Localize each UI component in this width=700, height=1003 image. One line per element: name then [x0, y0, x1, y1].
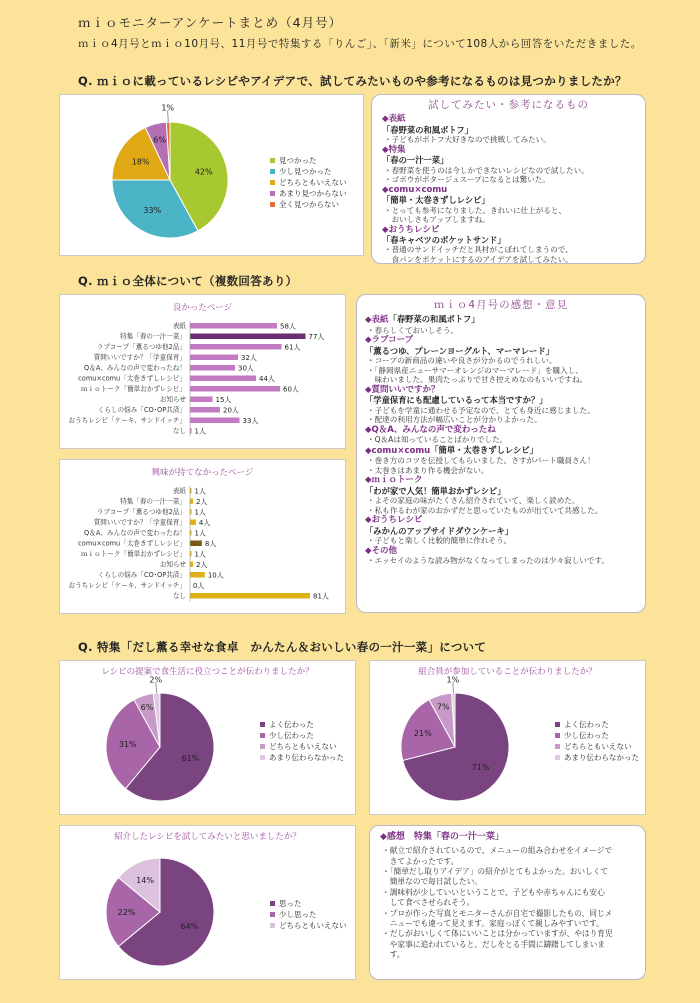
bar-category-label: 表紙: [172, 487, 186, 495]
bad-pages-chart: [60, 482, 347, 612]
bar-value-label: 1人: [194, 529, 206, 538]
q3-pie3-legend: [270, 898, 347, 931]
page-subtitle: ｍｉｏ4月号とｍｉｏ10月号、11月号で特集する「りんご」、「新米」について108人から回答をいただきました。: [78, 38, 642, 50]
panel-comment: す。: [382, 950, 405, 960]
panel-category: ◆質問いいですか？: [365, 384, 440, 395]
bar-value-label: 32人: [241, 354, 257, 362]
legend-entry: [260, 741, 344, 752]
legend-label: 少し伝わった: [564, 730, 609, 740]
bar-category-label: comu×comu「太巻きずしレシピ」: [78, 374, 186, 383]
q3-pie1-chart: [100, 675, 230, 808]
bar-category-label: Q＆A、みんなの声で変わったね！: [84, 529, 186, 537]
legend-swatch: [555, 733, 560, 738]
legend-swatch: [270, 191, 275, 196]
panel-comment: ・プロが作った写真とモニターさんが自宅で撮影したもの、同じメ: [382, 908, 613, 918]
panel-comment: 味わいました。果肉たっぷりで甘さ控えめなのもいいですね。: [367, 375, 588, 385]
bar-value-label: 1人: [194, 508, 206, 517]
pie-data-label: 22%: [117, 908, 136, 917]
panel-comment: 簡単なので毎日試したい。: [382, 877, 482, 887]
bar-category-label: 質問いいですか？「学童保育」: [93, 353, 186, 362]
bar-value-label: 15人: [215, 396, 232, 404]
legend-label: あまり見つからない: [279, 188, 347, 198]
legend-entry: [555, 719, 639, 730]
q2-question: Q. ｍｉｏ全体について（複数回答あり）: [78, 274, 298, 288]
legend-swatch: [270, 923, 275, 928]
legend-swatch: [270, 169, 275, 174]
q2-panel: [356, 294, 646, 613]
legend-label: どちらともいえない: [269, 741, 337, 751]
panel-comment: ・子どもがポトフ大好きなので挑戦してみたい。: [384, 135, 551, 145]
panel-item-title: 「薫るつゆ、プレーンヨーグルト、マーマレード」: [365, 345, 554, 356]
panel-section-header: [382, 114, 635, 125]
panel-comment: ニューでも違って見えます。家庭っぽくて親しみやすいです。: [382, 918, 604, 928]
panel-item-title: 「春野菜の和風ポトフ」: [388, 314, 480, 325]
legend-entry: [270, 177, 347, 188]
q1-question: Q. ｍｉｏに載っているレシピやアイデアで、試してみたいものや参考になるものは見つかりましたか？: [78, 74, 627, 88]
panel-section-header: [365, 314, 637, 326]
panel-category: ◆おうちレシピ: [382, 224, 440, 235]
bar-value-label: 0人: [193, 582, 205, 590]
panel-category: ◆表紙: [382, 114, 406, 125]
bar-category-label: ｍｉｏトーク「簡単おかずレシピ」: [80, 550, 186, 558]
bar-value-label: 33人: [242, 417, 259, 425]
bar-value-label: 4人: [198, 519, 211, 527]
bar: [190, 418, 240, 424]
bad-pages-box: [59, 459, 346, 614]
legend-label: 少し思った: [279, 909, 317, 919]
legend-entry: [270, 155, 347, 166]
bar-value-label: 58人: [280, 322, 296, 331]
bar-category-label: ラブコープ「薫るつゆ他2品」: [96, 343, 186, 351]
bar: [190, 572, 205, 578]
bar: [190, 593, 310, 599]
q3-pie3-box: [59, 825, 356, 980]
legend-swatch: [555, 722, 560, 727]
bar-category-label: お知らせ: [159, 395, 186, 404]
panel-comment: ・ゴボウがポタージュスープになるとは驚いた。: [384, 175, 550, 185]
panel-comment: ・子どもを学童に通わせる予定なので、とても身近に感じました。: [367, 405, 595, 415]
bar-value-label: 2人: [195, 561, 208, 569]
q1-panel-title: 試してみたい・参考になるもの: [428, 99, 589, 111]
legend-entry: [260, 752, 344, 763]
q3-panel-body: [380, 846, 635, 960]
bar-category-label: Q＆A、みんなの声で変わったね！: [84, 364, 186, 372]
bar-value-label: 10人: [207, 571, 224, 580]
legend-entry: [270, 898, 347, 909]
q3-question: Q. 特集「だし薫る幸せな食卓 かんたん＆おいしい春の一汁一菜」について: [78, 640, 487, 654]
panel-comment: ・春らしくておいしそう。: [367, 325, 459, 335]
bar-category-label: くらしの悩み「CO･OP共済」: [97, 406, 186, 414]
bar-category-label: おうちレシピ「ケーキ、サンドイッチ」: [68, 416, 186, 425]
q3-pie1-title: レシピの提案で食生活に役立つことが伝わりましたか？: [101, 667, 314, 677]
bar-category-label: ｍｉｏトーク「簡単おかずレシピ」: [80, 385, 186, 393]
pie-data-label: 1%: [446, 675, 460, 685]
panel-comment: ・とっても参考になりました。きれいに仕上がると、: [384, 205, 567, 215]
panel-section-header: [365, 385, 637, 396]
pie-data-label: 6%: [153, 135, 166, 145]
legend-swatch: [270, 202, 275, 207]
pie-data-label: 64%: [180, 921, 199, 931]
bar: [190, 520, 196, 526]
q3-pie3-title: 紹介したレシピを試してみたいと思いましたか？: [114, 832, 301, 842]
q2-panel-title: ｍｉｏ4月号の感想・意見: [433, 299, 569, 311]
good-pages-title: 良かったページ: [172, 303, 233, 313]
legend-entry: [260, 719, 344, 730]
panel-section-header: [365, 445, 637, 457]
panel-category: ◆おうちレシピ: [365, 515, 423, 526]
legend-label: よく伝わった: [269, 719, 314, 729]
legend-swatch: [260, 722, 265, 727]
bar: [190, 355, 238, 361]
legend-swatch: [555, 744, 560, 749]
panel-item-title: 「学童保育にも配慮しているって本当ですか？」: [365, 395, 548, 406]
bar: [190, 323, 277, 329]
good-pages-box: [59, 294, 346, 449]
bar-value-label: 30人: [238, 364, 254, 373]
panel-item-title: 「春野菜の和風ポトフ」: [382, 124, 474, 135]
bar: [190, 365, 235, 371]
legend-entry: [270, 909, 347, 920]
panel-section-header: [365, 515, 637, 526]
legend-entry: [555, 752, 639, 763]
legend-entry: [555, 730, 639, 741]
legend-label: よく伝わった: [564, 719, 609, 729]
bar-category-label: 質問いいですか？「学童保育」: [93, 518, 186, 527]
pie-data-label: 7%: [436, 702, 450, 712]
bar-category-label: おうちレシピ「ケーキ、サンドイッチ」: [68, 581, 186, 590]
panel-comment: ・エッセイのような読み物がなくなってしまったのは少々寂しいです。: [367, 556, 610, 566]
panel-comment: 食パンをポケットにするのアイデアを試してみたい。: [384, 254, 573, 264]
panel-item-title: 「春の一汁一菜」: [382, 155, 449, 166]
panel-comment: ・「簡単だし取りアイデア」の紹介がとてもよかった。おいしくて: [382, 867, 609, 877]
legend-label: 少し見つかった: [279, 166, 332, 176]
panel-comment: や家事に追われていると、だしをとる手間に躊躇してしまいま: [382, 939, 605, 949]
panel-section-header: [365, 475, 637, 486]
panel-comment: ・Q＆Aは知っていることばかりでした。: [367, 435, 508, 445]
panel-item-title: 「簡単・太巻きずしレシピ」: [382, 195, 490, 206]
q3-pie3-chart: [100, 848, 230, 973]
bar-category-label: 特集「春の一汁一菜」: [120, 332, 186, 341]
q1-legend: [270, 155, 347, 210]
bar: [190, 541, 202, 547]
legend-label: 思った: [279, 898, 302, 908]
legend-label: 見つかった: [279, 155, 317, 165]
panel-comment: ・よその家庭の味がたくさん紹介されていて、楽しく読めた。: [367, 496, 580, 506]
pie-data-label: 31%: [118, 739, 137, 749]
legend-swatch: [260, 744, 265, 749]
panel-category: ◆comu×comu: [382, 184, 448, 195]
panel-item-title: 「簡単・太巻きずしレシピ」: [430, 444, 538, 455]
bad-pages-title: 興味が持てなかったページ: [151, 468, 254, 478]
panel-item-title: 「春キャベツのポケットサンド」: [382, 235, 506, 246]
legend-label: 少し伝わった: [269, 730, 314, 740]
bar-category-label: ラブコープ「薫るつゆ他2品」: [96, 508, 186, 516]
panel-category: ◆ラブコープ: [365, 335, 414, 346]
panel-section-header: [382, 145, 635, 156]
panel-category: ◆その他: [365, 545, 398, 556]
panel-category: ◆表紙: [365, 315, 389, 326]
bar-value-label: 81人: [313, 592, 329, 601]
panel-section-header: [382, 185, 635, 196]
legend-entry: [270, 166, 347, 177]
panel-category: ◆comu×comu: [365, 445, 431, 456]
legend-label: どちらともいえない: [279, 177, 347, 187]
panel-comment: ・子どもと楽しく比較的簡単に作れそう。: [367, 536, 512, 546]
legend-label: あまり伝わらなかった: [564, 752, 639, 762]
q3-panel: [369, 825, 646, 980]
panel-comment: ・巻き方のコツを伝授してもらいました。さすがパート職員さん！: [367, 456, 595, 466]
panel-comment: ・春野菜を使うのは今しかできないレシピなので試したい。: [384, 165, 589, 175]
bar-category-label: なし: [172, 427, 186, 435]
legend-swatch: [270, 180, 275, 185]
bar-value-label: 1人: [194, 427, 206, 436]
legend-entry: [270, 188, 347, 199]
panel-section-header: [365, 425, 637, 436]
bar-category-label: お知らせ: [159, 560, 186, 569]
bar: [190, 376, 256, 382]
bar-category-label: 特集「春の一汁一菜」: [120, 497, 186, 506]
panel-comment: ・コープの新商品の違いや良さが分かるのでうれしい。: [367, 356, 557, 366]
pie-data-label: 18%: [131, 157, 150, 167]
legend-swatch: [260, 755, 265, 760]
q3-pie1-legend: [260, 719, 344, 763]
legend-entry: [260, 730, 344, 741]
pie-data-label: 71%: [471, 762, 490, 772]
panel-comment: ・太巻きはあまり作る機会がない。: [367, 465, 489, 475]
bar-value-label: 44人: [259, 375, 275, 383]
panel-comment: ・「静岡県産ニューサマーオレンジのマーマレード」を購入し、: [367, 365, 583, 375]
legend-entry: [270, 199, 347, 210]
bar-value-label: 1人: [194, 550, 206, 559]
bar: [190, 386, 280, 392]
panel-comment: ・普通のサンドイッチだと具材がこぼれてしまうので、: [384, 245, 573, 255]
q3-pie2-box: [369, 660, 646, 815]
q2-panel-body: [365, 314, 637, 566]
bar-value-label: 2人: [195, 498, 208, 506]
bar-category-label: なし: [172, 592, 186, 600]
legend-swatch: [270, 901, 275, 906]
panel-comment: ・調味料が少していいということで、子どもや赤ちゃんにも安心: [382, 887, 605, 897]
q3-pie2-legend: [555, 719, 639, 763]
legend-swatch: [260, 733, 265, 738]
panel-section-header: [365, 546, 637, 557]
pie-data-label: 14%: [136, 876, 154, 886]
bar: [190, 499, 193, 505]
legend-entry: [555, 741, 639, 752]
q3-pie1-box: [59, 660, 356, 815]
good-pages-chart: [60, 317, 347, 447]
panel-category: ◆ｍｉｏトーク: [365, 475, 423, 486]
legend-swatch: [555, 755, 560, 760]
bar-value-label: 77人: [308, 333, 325, 341]
panel-comment: ・配達の利用方法が幅広いことが分かりよかった。: [367, 415, 542, 425]
bar: [190, 562, 193, 568]
bar-value-label: 8人: [204, 540, 217, 548]
panel-item-title: 「みかんのアップサイドダウンケーキ」: [365, 525, 514, 536]
bar-category-label: 表紙: [172, 322, 186, 330]
panel-comment: きてよかったです。: [382, 856, 459, 866]
legend-label: あまり伝わらなかった: [269, 752, 344, 762]
panel-comment: ・だしがおいしくて体にいいことは分かっていますが、やはり育児: [382, 929, 613, 939]
legend-swatch: [270, 912, 275, 917]
bar: [190, 334, 306, 340]
panel-comment: おいしさもアップしますね。: [384, 215, 490, 225]
panel-section-header: [365, 335, 637, 346]
q1-pie-chart: [100, 100, 240, 250]
pie-data-label: 1%: [161, 103, 175, 113]
q1-panel: [371, 94, 646, 264]
panel-category: ◆Q＆A、みんなの声で変わったね: [365, 424, 496, 435]
pie-data-label: 2%: [149, 675, 163, 685]
q3-pie2-title: 組合員が参加していることが伝わりましたか？: [418, 667, 597, 677]
q3-pie2-chart: [395, 675, 525, 808]
legend-label: どちらともいえない: [564, 741, 632, 751]
panel-category: ◆特集: [382, 144, 406, 155]
bar: [190, 344, 282, 350]
page-title: ｍｉｏモニターアンケートまとめ（4月号）: [78, 15, 343, 30]
bar: [190, 397, 213, 403]
panel-comment: ・献立で紹介されているので、メニューの組み合わせをイメージで: [382, 846, 613, 856]
bar-value-label: 1人: [194, 487, 206, 496]
pie-data-label: 33%: [143, 205, 162, 215]
panel-comment: ・私も作るわが家のおかずだと思っていたものが出ていて共感した。: [367, 505, 603, 515]
legend-label: 全く見つからない: [279, 199, 339, 209]
q3-panel-title: ◆感想 特集「春の一汁一菜」: [380, 832, 504, 842]
bar: [190, 407, 220, 413]
pie-data-label: 6%: [140, 702, 154, 712]
pie-data-label: 61%: [181, 753, 200, 763]
legend-entry: [270, 920, 347, 931]
pie-data-label: 42%: [194, 167, 213, 177]
panel-comment: して食べさせられそう。: [382, 898, 475, 908]
bar-category-label: comu×comu「太巻きずしレシピ」: [78, 539, 186, 548]
panel-section-header: [382, 225, 635, 236]
legend-swatch: [270, 158, 275, 163]
bar-value-label: 60人: [283, 385, 299, 394]
q1-chart-box: [59, 94, 364, 256]
pie-data-label: 21%: [413, 729, 432, 739]
bar-value-label: 61人: [284, 343, 301, 352]
legend-label: どちらともいえない: [279, 920, 347, 930]
q1-panel-body: [382, 114, 635, 264]
bar-category-label: くらしの悩み「CO･OP共済」: [97, 571, 186, 579]
bar-value-label: 20人: [223, 406, 239, 415]
panel-item-title: 「わが家で人気！簡単おかずレシピ」: [365, 485, 506, 496]
